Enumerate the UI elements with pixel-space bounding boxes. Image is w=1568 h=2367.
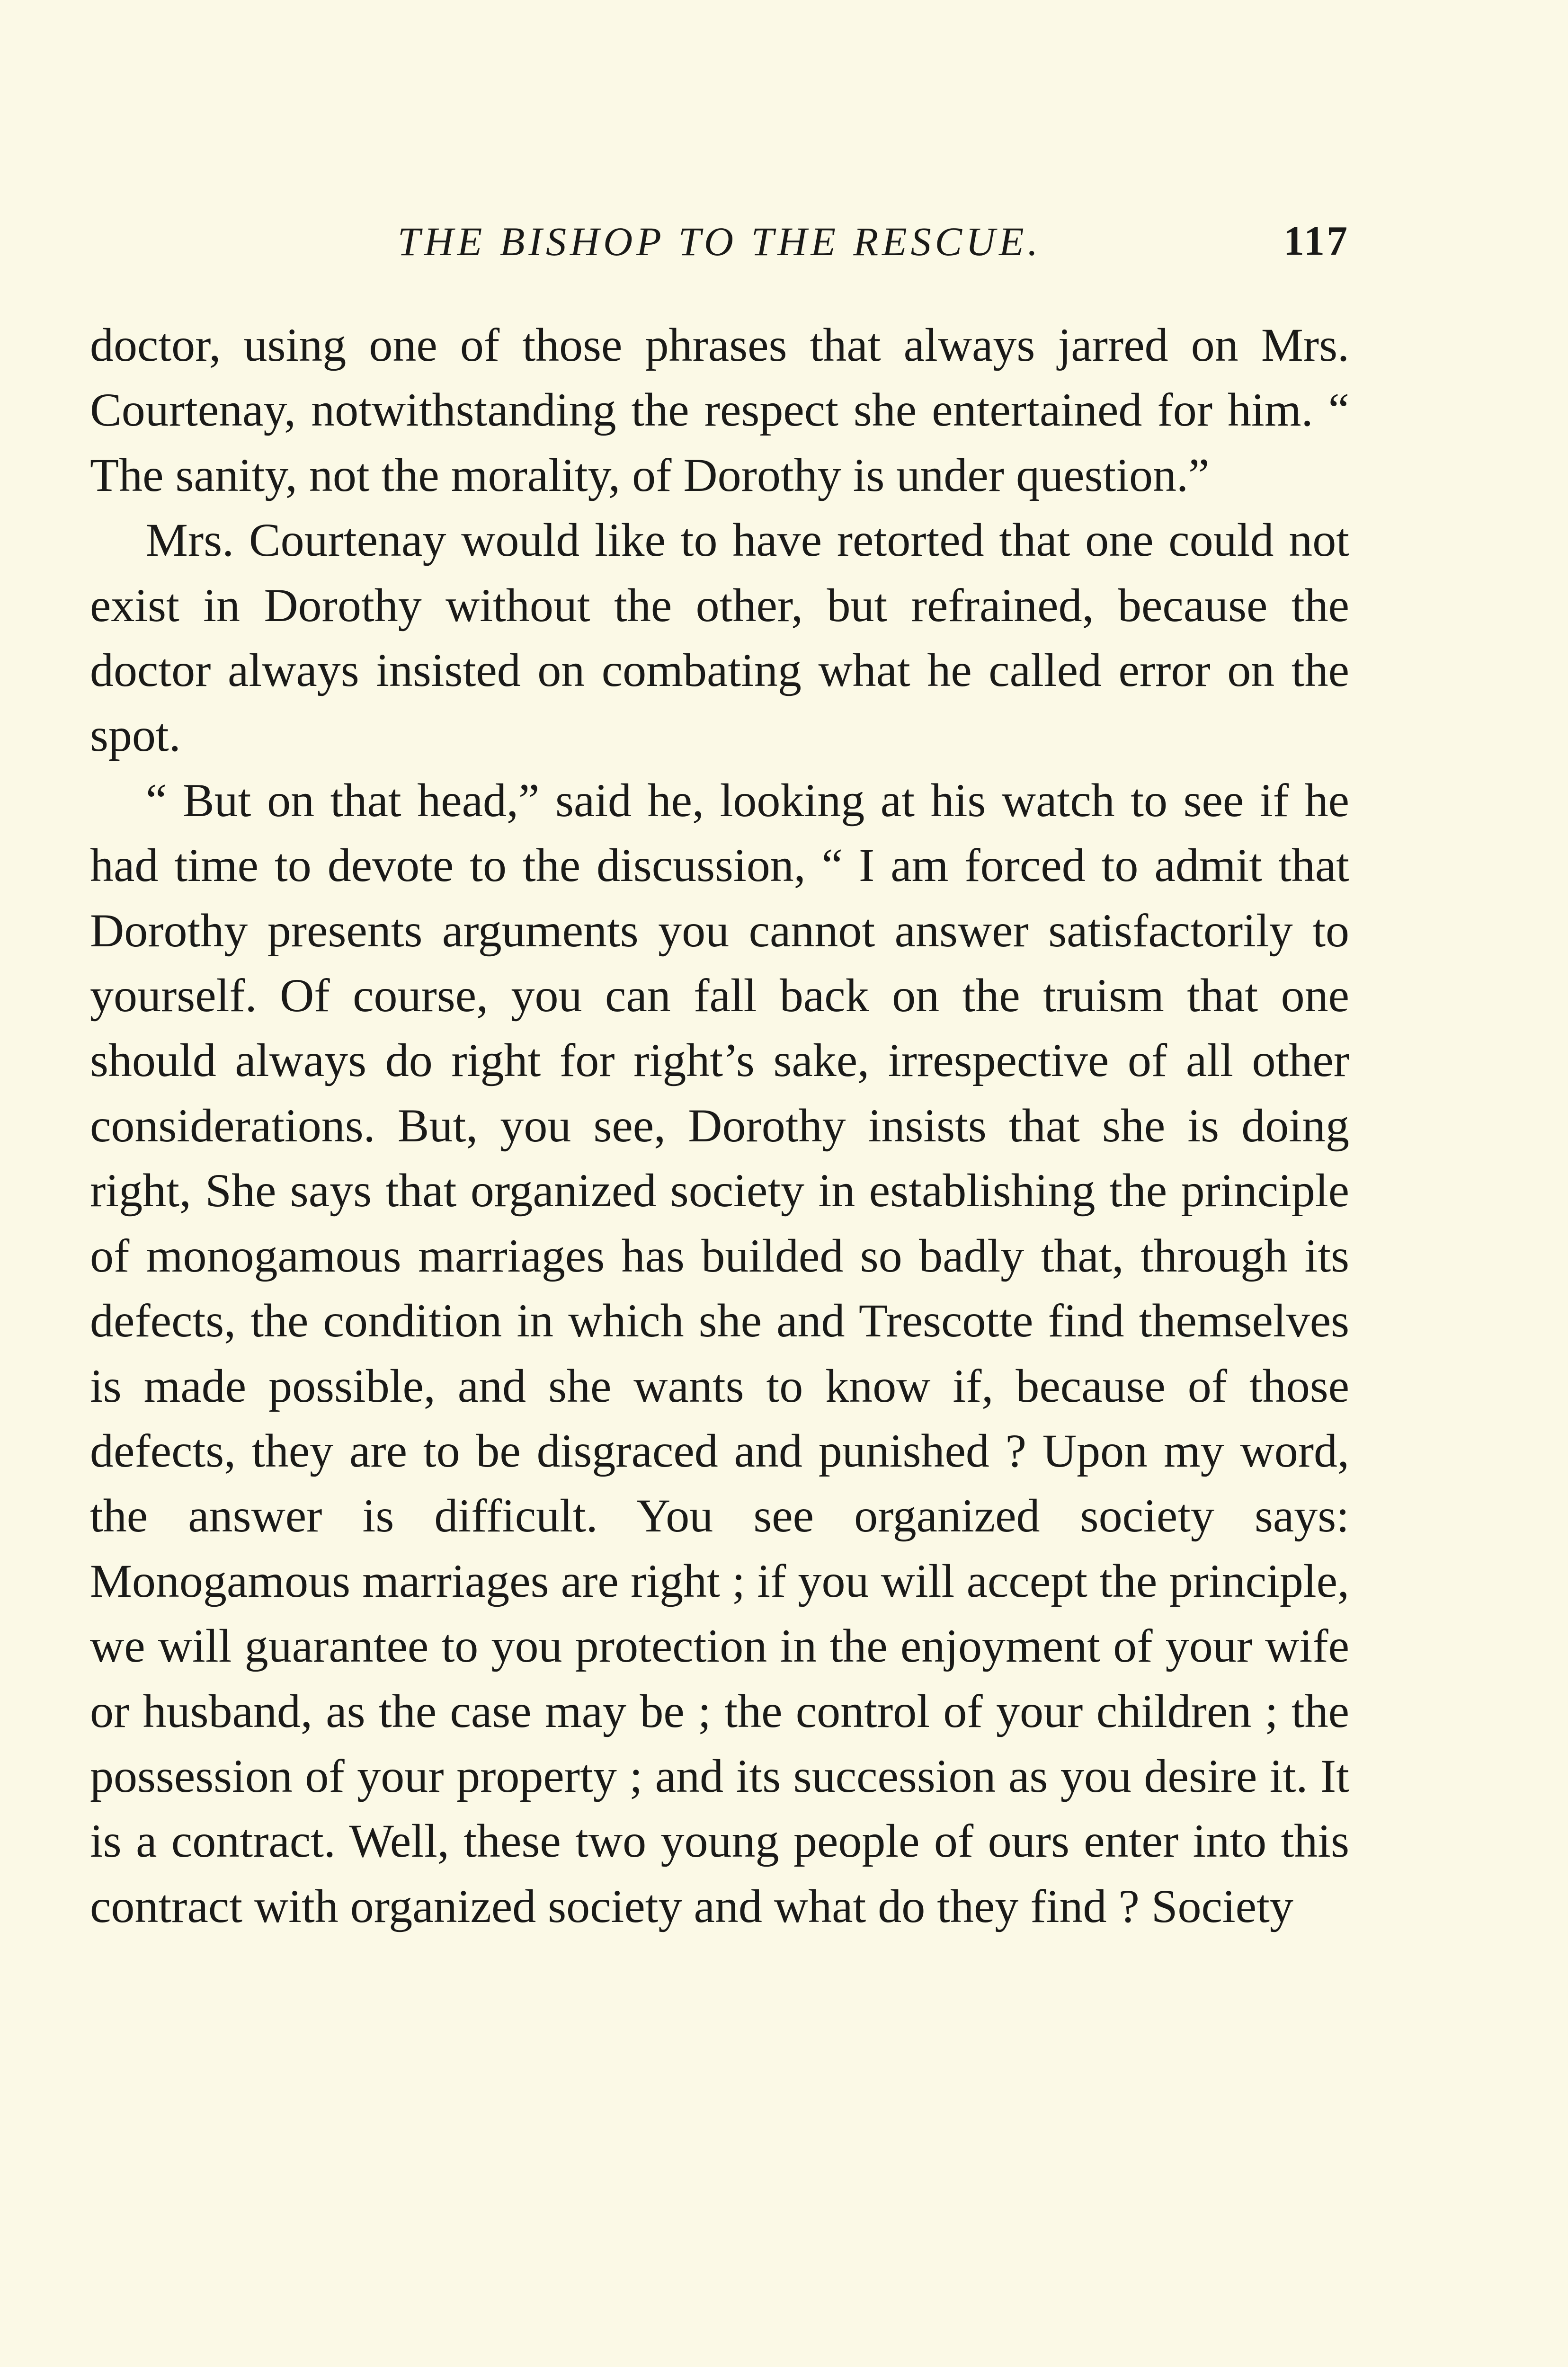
paragraph: Mrs. Courtenay would like to have retorted that one could not exist in Dorothy without the other, but refrained, because the doctor always insisted on combating what he called error on the spot. [90,514,1349,762]
page-number: 117 [1283,218,1349,264]
running-title: THE BISHOP TO THE RESCUE. [397,219,1042,264]
body-text [90,312,1349,1939]
running-head [90,208,1349,275]
paragraph-continued: doctor, using one of those phrases that always jarred on Mrs. Courtenay, notwithstanding the respect she entertained for him. “ The sanity, not the morality, of Dorothy is under question.” [90,319,1349,501]
paragraph: “ But on that head,” said he, looking at his watch to see if he had time to devote to the discussion, “ I am forced to admit that Dorothy presents arguments you cannot answer satisfactorily to yourself. Of course, you can fall back on the truism that one should always do right for right’s sake, irrespective of all other considerations. But, you see, Dorothy insists that she is doing right, She says that organized society in establishing the principle of monogamous marriages has builded so badly that, through its defects, the condition in which she and Trescotte find themselves is made possible, and she wants to know if, because of those defects, they are to be disgraced and punished ? Upon my word, the answer is difficult. You see organized society says: Monogamous marriages are right ; if you will accept the principle, we will guarantee to you protection in the enjoyment of your wife or husband, as the case may be ; the control of your children ; the possession of your property ; and its succession as you desire it. It is a contract. Well, these two young people of ours enter into this contract with organized society and what do they find ? Society [90,774,1349,1932]
